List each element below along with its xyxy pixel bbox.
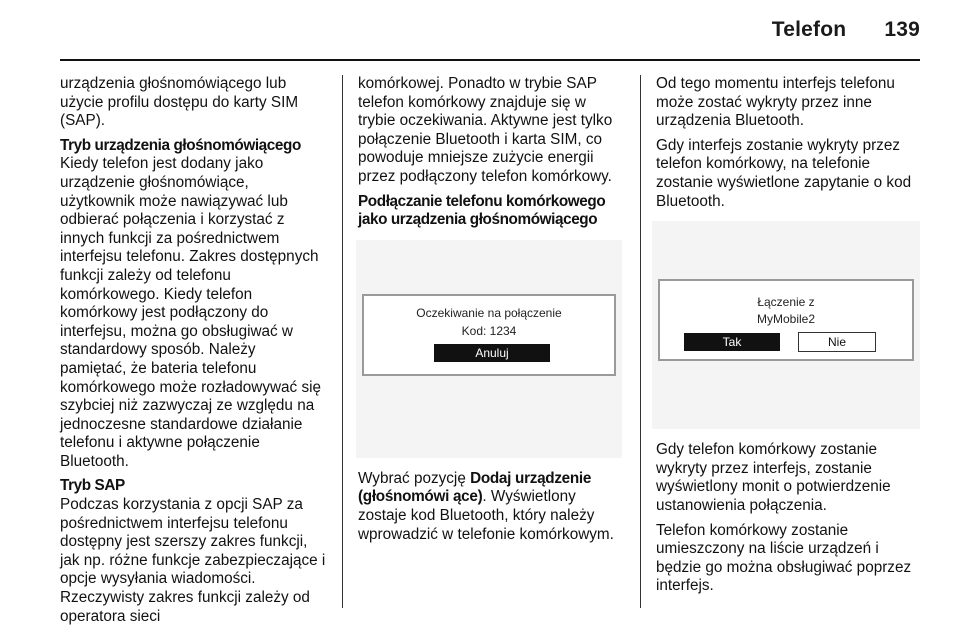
column-left <box>60 75 326 632</box>
paragraph: Gdy telefon komórkowy zostanie wykryty przez interfejs, zostanie wyświetlony monit o potwierdzenie ustanowienia połączenia. <box>656 441 891 514</box>
menu-item-reference: Dodaj urządzenie (głośnomówi ące) <box>358 469 592 506</box>
column-right <box>656 75 920 602</box>
page-title: Telefon <box>771 18 847 41</box>
no-button[interactable]: Nie <box>798 332 876 352</box>
dialog-message: Oczekiwanie na połączenie <box>416 305 562 320</box>
paragraph: Wybrać pozycję Dodaj urządzenie (głośnomówi ące). Wyświetlony zostaje kod Bluetooth, który należy wprowadzić w telefonie komórkowym. <box>358 469 614 543</box>
section-heading: Tryb urządzenia głośnomówiącego <box>60 136 301 154</box>
paragraph: Gdy interfejs zostanie wykryty przez telefon komórkowy, na telefonie zostanie wyświetlone zapytanie o kod Bluetooth. <box>656 136 912 210</box>
dialog-device-name: MyMobile2 <box>756 312 816 327</box>
header-rule <box>60 59 920 61</box>
display-dialog <box>362 294 616 376</box>
page-number: 139 <box>884 18 920 41</box>
dialog-code: Kod: 1234 <box>461 323 517 338</box>
column-divider <box>640 75 641 608</box>
section-heading: Tryb SAP <box>60 477 125 495</box>
column-middle <box>358 75 622 550</box>
section-heading: Podłączanie telefonu komórkowego jako urządzenia głośnomówiącego <box>358 192 606 229</box>
paragraph: urządzenia głośnomówiącego lub użycie profilu dostępu do karty SIM (SAP). <box>60 75 299 130</box>
yes-button[interactable]: Tak <box>684 333 780 351</box>
paragraph: Podczas korzystania z opcji SAP za pośrednictwem interfejsu telefonu dostępny jest szerszy zakres funkcji, jak np. różne funkcje zabezpieczające i opcje wysyłania wiadomości. Rzeczywisty zakres funkcji zależy od operatora sieci <box>60 496 326 625</box>
cancel-button[interactable]: Anuluj <box>434 344 550 362</box>
dialog-message: Łączenie z <box>757 295 815 310</box>
paragraph: Od tego momentu interfejs telefonu może zostać wykryty przez inne urządzenia Bluetooth. <box>656 75 895 130</box>
paragraph: Telefon komórkowy zostanie umieszczony na liście urządzeń i będzie go można obsługiwać poprzez interfejs. <box>656 521 912 595</box>
paragraph: komórkowej. Ponadto w trybie SAP telefon komórkowy znajduje się w trybie oczekiwania. Aktywne jest tylko połączenie Bluetooth i karta SIM, co powoduje mniejsze zużycie energii przez podłączony telefon komórkowy. <box>358 75 613 185</box>
page-header <box>772 18 920 42</box>
screen-illustration-connecting <box>652 221 920 429</box>
paragraph: Kiedy telefon jest dodany jako urządzenie głośnomówiące, użytkownik może nawiązywać lub odbierać połączenia i korzystać z innych funkcji za pośrednictwem interfejsu telefonu. Zakres dostępnych funkcji zależy od telefonu komórkowego. Kiedy telefon komórkowy jest podłączony do interfejsu, można go obsługiwać w standardowy sposób. Należy pamiętać, że bateria telefonu komórkowego może rozładowywać się szybciej niż zazwyczaj ze względu na jednoczesne standardowe działanie telefonu i aktywne połączenie Bluetooth. <box>60 155 322 470</box>
display-dialog <box>658 279 914 361</box>
screen-illustration-waiting <box>356 240 622 458</box>
column-divider <box>342 75 343 608</box>
